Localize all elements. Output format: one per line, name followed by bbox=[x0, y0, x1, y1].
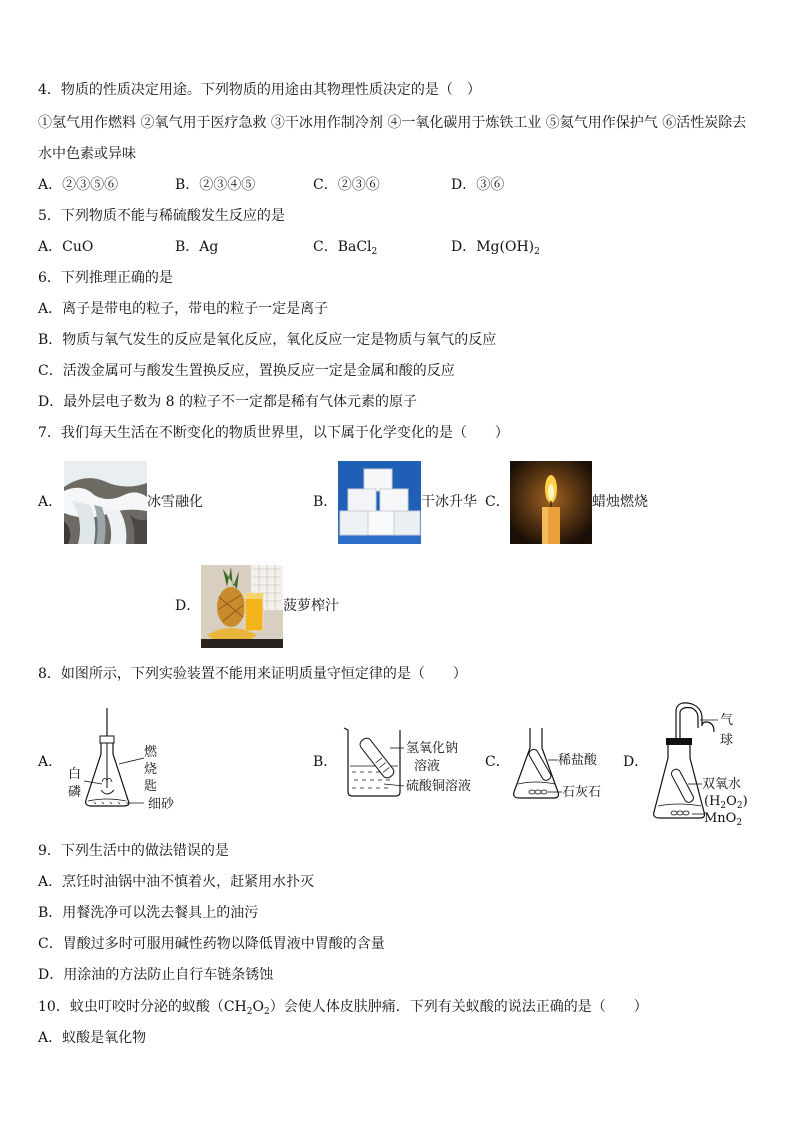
d-h2o2-label: 双氧水 bbox=[702, 777, 742, 792]
beaker-apparatus bbox=[340, 724, 488, 804]
q10-stem: 10．蚊虫叮咬时分泌的蚁酸$(CH_2O_2)$会使人体皮肤肿痛．下列有关蚁酸的说法正确的是（ ） bbox=[38, 999, 648, 1017]
d-h2o2-formula: $(H_2O_2)$ bbox=[704, 794, 748, 811]
q9-option-c: C．胃酸过多时可服用碱性药物以降低胃液中胃酸的含量 bbox=[38, 936, 385, 952]
d-balloon-label-2: 球 bbox=[720, 733, 734, 748]
q7-option-c-caption: 蜡烛燃烧 bbox=[592, 494, 648, 510]
b-cuso4-label: 硫酸铜溶液 bbox=[406, 779, 472, 794]
q4-stem: 4．物质的性质决定用途。下列物质的用途由其物理性质决定的是（ ） bbox=[38, 82, 481, 98]
q6-option-d: D．最外层电子数为 8 的粒子不一定都是稀有气体元素的原子 bbox=[38, 394, 418, 410]
q8-stem: 8．如图所示，下列实验装置不能用来证明质量守恒定律的是（ ） bbox=[38, 666, 467, 682]
flask-limestone-apparatus bbox=[510, 726, 610, 806]
q6-stem: 6．下列推理正确的是 bbox=[38, 270, 173, 286]
q9-option-b: B．用餐洗净可以洗去餐具上的油污 bbox=[38, 905, 259, 921]
q7-option-d-letter: D． bbox=[175, 598, 201, 614]
a-phosphorus-label-1: 白 bbox=[68, 767, 82, 782]
a-spoon-label-3: 匙 bbox=[144, 779, 158, 794]
q7-option-b-letter: B． bbox=[313, 494, 338, 510]
q5-stem: 5．下列物质不能与稀硫酸发生反应的是 bbox=[38, 208, 285, 224]
q9-option-d: D．用涂油的方法防止自行车链条锈蚀 bbox=[38, 967, 274, 983]
q4-option-b: B．②③④⑤ bbox=[175, 177, 256, 193]
melting-snow-photo bbox=[64, 461, 147, 544]
b-naoh-label-2: 溶液 bbox=[414, 759, 441, 774]
q7-option-b-caption: 干冰升华 bbox=[421, 494, 477, 510]
q5-option-a: A．CuO bbox=[38, 239, 94, 255]
d-mno2-label: MnO$_2$ bbox=[704, 811, 743, 828]
q7-option-a-caption: 冰雪融化 bbox=[147, 494, 203, 510]
a-spoon-label-1: 燃 bbox=[144, 745, 158, 760]
q7-stem: 7．我们每天生活在不断变化的物质世界里，以下属于化学变化的是（ ） bbox=[38, 425, 509, 441]
pineapple-juice-photo bbox=[201, 565, 283, 648]
q10-option-a: A．蚁酸是氧化物 bbox=[38, 1030, 147, 1046]
q8-option-b-letter: B． bbox=[313, 754, 338, 770]
q8-option-a-letter: A． bbox=[38, 754, 63, 770]
q6-option-c: C．活泼金属可与酸发生置换反应，置换反应一定是金属和酸的反应 bbox=[38, 363, 455, 379]
q4-option-a: A．②③⑤⑥ bbox=[38, 177, 119, 193]
a-spoon-label-2: 烧 bbox=[144, 762, 158, 777]
b-naoh-label-1: 氢氧化钠 bbox=[406, 741, 459, 756]
c-limestone-label: 石灰石 bbox=[562, 785, 602, 800]
c-acid-label: 稀盐酸 bbox=[558, 753, 598, 768]
burning-candle-photo bbox=[510, 461, 592, 544]
q4-option-c: C．②③⑥ bbox=[313, 177, 380, 193]
q5-option-c: C．BaCl$_2$ bbox=[313, 239, 378, 257]
burning-phosphorus-apparatus bbox=[64, 706, 182, 816]
q5-option-b: B．Ag bbox=[175, 239, 219, 255]
q7-option-d-caption: 菠萝榨汁 bbox=[283, 598, 339, 614]
q6-option-b: B．物质与氧气发生的反应是氧化反应，氧化反应一定是物质与氧气的反应 bbox=[38, 332, 497, 348]
flask-balloon-apparatus bbox=[648, 702, 768, 828]
q4-items-line2: 水中色素或异味 bbox=[38, 146, 136, 162]
q4-option-d: D．③⑥ bbox=[451, 177, 505, 193]
q5-option-d: D．$Mg(OH)_2$ bbox=[451, 239, 540, 257]
a-phosphorus-label-2: 磷 bbox=[68, 785, 82, 800]
q8-option-c-letter: C． bbox=[485, 754, 510, 770]
q6-option-a: A．离子是带电的粒子，带电的粒子一定是离子 bbox=[38, 301, 329, 317]
dry-ice-photo bbox=[338, 461, 421, 544]
a-sand-label: 细砂 bbox=[148, 797, 175, 812]
q8-option-d-letter: D． bbox=[623, 754, 649, 770]
q9-stem: 9．下列生活中的做法错误的是 bbox=[38, 843, 229, 859]
q9-option-a: A．烹饪时油锅中油不慎着火，赶紧用水扑灭 bbox=[38, 874, 315, 890]
q7-option-a-letter: A． bbox=[38, 494, 63, 510]
q7-option-c-letter: C． bbox=[485, 494, 510, 510]
q4-items-line1: ①氢气用作燃料 ②氧气用于医疗急救 ③干冰用作制冷剂 ④一氧化碳用于炼铁工业 ⑤氦气用作保护气 ⑥活性炭除去 bbox=[38, 115, 747, 131]
d-balloon-label-1: 气 bbox=[720, 713, 734, 728]
